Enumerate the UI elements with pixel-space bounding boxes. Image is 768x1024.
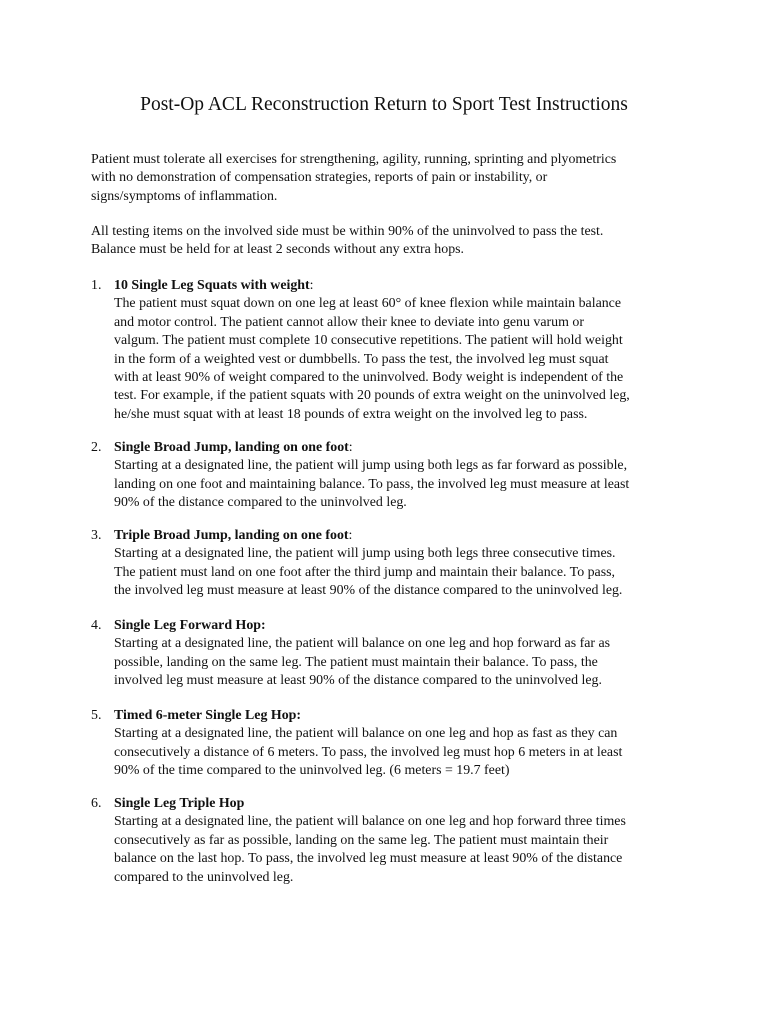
item-line: The patient must land on one foot after the third jump and maintain their balance. To pass, xyxy=(114,564,616,580)
item-heading xyxy=(114,527,714,545)
item-line: with at least 90% of weight compared to the uninvolved. Body weight is independent of the xyxy=(114,370,624,386)
item-heading-text: Timed 6-meter Single Leg Hop: xyxy=(114,708,301,723)
item-line: Starting at a designated line, the patient will balance on one leg and hop as fast as they can xyxy=(114,726,618,742)
item-heading-suffix: : xyxy=(348,528,353,543)
item-line: consecutively a distance of 6 meters. To pass, the involved leg must hop 6 meters in at least xyxy=(114,744,623,760)
paragraph-line: Balance must be held for at least 2 seconds without any extra hops. xyxy=(91,242,465,258)
item-heading-text: Triple Broad Jump, landing on one foot xyxy=(114,528,349,543)
item-line: 90% of the time compared to the uninvolved leg. (6 meters = 19.7 feet) xyxy=(114,763,510,779)
item-line: test. For example, if the patient squats with 20 pounds of extra weight on the uninvolved leg, xyxy=(114,388,630,404)
item-heading-text: Single Leg Triple Hop xyxy=(114,796,245,811)
item-body xyxy=(114,277,714,424)
item-heading-text: 10 Single Leg Squats with weight xyxy=(114,278,310,293)
item-number: 3. xyxy=(91,528,102,543)
item-number: 6. xyxy=(91,796,102,811)
item-line: involved leg must measure at least 90% of the distance compared to the uninvolved leg. xyxy=(114,673,602,689)
paragraph-line: with no demonstration of compensation strategies, reports of pain or instability, or xyxy=(91,170,548,186)
item-body xyxy=(114,439,714,513)
item-number: 5. xyxy=(91,708,102,723)
item-line: consecutively as far as possible, landing on the same leg. The patient must maintain their xyxy=(114,832,609,848)
item-line: in the form of a weighted vest or dumbbells. To pass the test, the involved leg must squat xyxy=(114,351,609,367)
item-number: 4. xyxy=(91,618,102,633)
item-heading xyxy=(114,617,714,635)
item-line: the involved leg must measure at least 90% of the distance compared to the uninvolved leg. xyxy=(114,583,623,599)
paragraph-line: Patient must tolerate all exercises for strengthening, agility, running, sprinting and plyometrics xyxy=(91,152,617,167)
item-line: and motor control. The patient cannot allow their knee to deviate into genu varum or xyxy=(114,314,584,330)
item-body xyxy=(114,617,714,691)
intro-paragraph-1 xyxy=(91,151,691,206)
item-heading xyxy=(114,795,714,813)
item-heading-text: Single Broad Jump, landing on one foot xyxy=(114,440,349,455)
item-heading xyxy=(114,277,714,295)
item-line: he/she must squat with at least 18 pounds of extra weight on the involved leg to pass. xyxy=(114,406,588,422)
item-line: compared to the uninvolved leg. xyxy=(114,869,294,885)
item-number: 1. xyxy=(91,278,102,293)
item-heading-suffix: : xyxy=(348,440,353,455)
item-heading xyxy=(114,707,714,725)
item-line: balance on the last hop. To pass, the involved leg must measure at least 90% of the distance xyxy=(114,851,623,867)
document-title: Post-Op ACL Reconstruction Return to Sport Test Instructions xyxy=(140,94,628,115)
item-line: Starting at a designated line, the patient will jump using both legs as far forward as possible, xyxy=(114,458,628,474)
item-body xyxy=(114,527,714,601)
item-line: valgum. The patient must complete 10 consecutive repetitions. The patient will hold weight xyxy=(114,333,623,349)
item-line: Starting at a designated line, the patient will balance on one leg and hop forward three times xyxy=(114,814,626,830)
item-body xyxy=(114,795,714,887)
intro-paragraph-2 xyxy=(91,223,691,260)
item-heading-suffix: : xyxy=(309,278,314,293)
item-line: 90% of the distance compared to the uninvolved leg. xyxy=(114,495,407,511)
item-line: possible, landing on the same leg. The patient must maintain their balance. To pass, the xyxy=(114,654,598,670)
item-number: 2. xyxy=(91,440,102,455)
item-line: landing on one foot and maintaining balance. To pass, the involved leg must measure at least xyxy=(114,476,630,492)
item-heading xyxy=(114,439,714,457)
item-line: Starting at a designated line, the patient will jump using both legs three consecutive times. xyxy=(114,546,616,562)
item-body xyxy=(114,707,714,781)
item-heading-text: Single Leg Forward Hop: xyxy=(114,618,266,633)
item-line: The patient must squat down on one leg at least 60° of knee flexion while maintain balance xyxy=(114,296,622,312)
paragraph-line: signs/symptoms of inflammation. xyxy=(91,188,278,204)
item-line: Starting at a designated line, the patient will balance on one leg and hop forward as far as xyxy=(114,636,611,652)
paragraph-line: All testing items on the involved side must be within 90% of the uninvolved to pass the test. xyxy=(91,224,604,239)
